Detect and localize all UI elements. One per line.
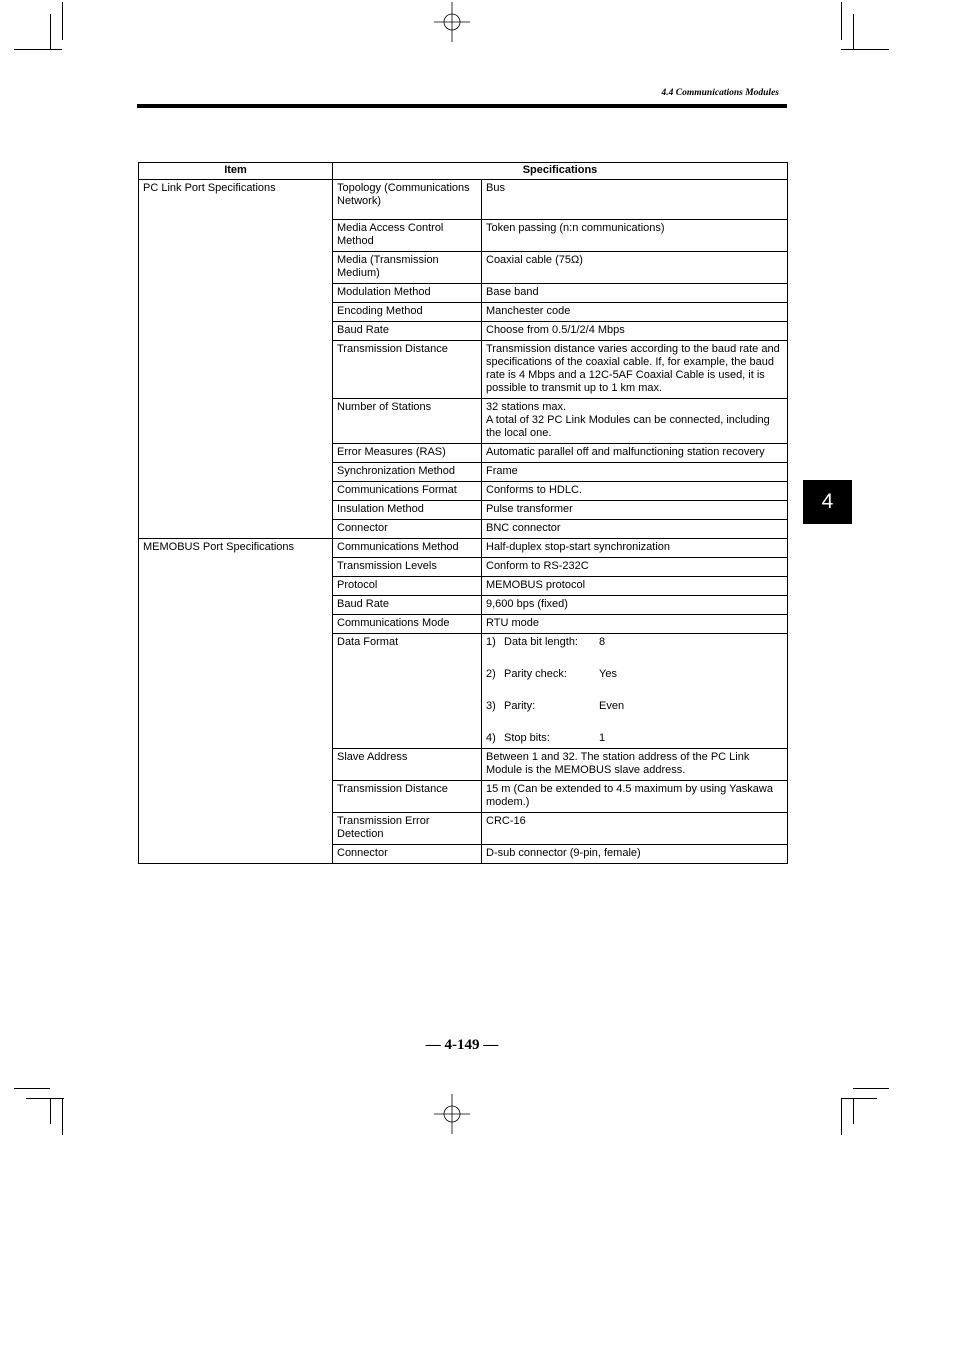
crop-mark — [26, 1098, 64, 1099]
specifications-table — [138, 162, 788, 864]
spec-value — [482, 399, 788, 444]
spec-name: Transmission Distance — [333, 781, 482, 813]
crop-mark — [14, 49, 62, 50]
spec-value: 9,600 bps (fixed) — [482, 596, 788, 615]
data-format-number: 4) — [486, 732, 496, 744]
spec-value: Choose from 0.5/1/2/4 Mbps — [482, 322, 788, 341]
spec-name: Synchronization Method — [333, 463, 482, 482]
spec-name: Number of Stations — [333, 399, 482, 444]
data-format-number: 1) — [486, 636, 496, 648]
spec-name: Communications Format — [333, 482, 482, 501]
running-header: 4.4 Communications Modules — [661, 88, 779, 98]
spec-name: Baud Rate — [333, 596, 482, 615]
group-label-pc-link: PC Link Port Specifications — [139, 180, 333, 539]
table-row — [139, 180, 788, 220]
spec-value: Token passing (n:n communications) — [482, 220, 788, 252]
spec-value: Base band — [482, 284, 788, 303]
header-rule — [137, 104, 787, 108]
data-format-list — [482, 634, 788, 749]
spec-name: Communications Method — [333, 539, 482, 558]
data-format-item — [486, 700, 783, 713]
data-format-value: 8 — [599, 636, 606, 648]
crop-mark — [50, 1098, 51, 1124]
registration-mark-top — [432, 2, 472, 42]
spec-name: Baud Rate — [333, 322, 482, 341]
crop-mark — [853, 1098, 854, 1124]
data-format-value: Yes — [599, 668, 617, 680]
spec-name: Protocol — [333, 577, 482, 596]
group-label-memobus: MEMOBUS Port Specifications — [139, 539, 333, 864]
spec-name: Connector — [333, 520, 482, 539]
crop-mark — [853, 14, 854, 50]
data-format-number: 3) — [486, 700, 496, 712]
spec-name: Modulation Method — [333, 284, 482, 303]
crop-mark — [841, 1098, 842, 1135]
spec-value: BNC connector — [482, 520, 788, 539]
page-number: — 4-149 — — [425, 1037, 499, 1053]
spec-value: Between 1 and 32. The station address of the PC Link Module is the MEMOBUS slave address. — [482, 749, 788, 781]
crop-mark — [841, 1098, 877, 1099]
data-format-label: Parity check: — [504, 668, 567, 680]
spec-name: Media Access Control Method — [333, 220, 482, 252]
crop-mark — [50, 14, 51, 50]
data-format-value: 1 — [599, 732, 606, 744]
crop-mark — [62, 2, 63, 40]
crop-mark — [841, 2, 842, 40]
spec-value: 15 m (Can be extended to 4.5 maximum by using Yaskawa modem.) — [482, 781, 788, 813]
spec-name: Transmission Error Detection — [333, 813, 482, 845]
chapter-tab: 4 — [803, 480, 852, 524]
data-format-number: 2) — [486, 668, 496, 680]
spec-value: Conforms to HDLC. — [482, 482, 788, 501]
spec-name: Topology (Communications Network) — [333, 180, 482, 220]
spec-name: Error Measures (RAS) — [333, 444, 482, 463]
data-format-item — [486, 636, 783, 649]
column-header-specifications: Specifications — [333, 163, 788, 180]
crop-mark — [841, 49, 889, 50]
table-row — [139, 539, 788, 558]
spec-value: Frame — [482, 463, 788, 482]
data-format-value: Even — [599, 700, 625, 712]
table-header-row — [139, 163, 788, 180]
spec-value: Automatic parallel off and malfunctioning station recovery — [482, 444, 788, 463]
spec-value: Transmission distance varies according to the baud rate and specifications of the coaxial cable. If, for example, the baud rate is 4 Mbps and a 12C-5AF Coaxial Cable is used, it is possible to transmit up to 1 km max. — [482, 341, 788, 399]
data-format-label: Stop bits: — [504, 732, 550, 744]
spec-name: Transmission Distance — [333, 341, 482, 399]
spec-name: Data Format — [333, 634, 482, 749]
crop-mark — [14, 1088, 50, 1089]
data-format-item — [486, 732, 783, 745]
spec-value: Pulse transformer — [482, 501, 788, 520]
crop-mark — [62, 1098, 63, 1135]
spec-value: Bus — [482, 180, 788, 220]
spec-name: Slave Address — [333, 749, 482, 781]
data-format-item — [486, 668, 783, 681]
column-header-item: Item — [139, 163, 333, 180]
spec-name: Communications Mode — [333, 615, 482, 634]
spec-value-line: 32 stations max. — [486, 401, 567, 413]
spec-value: Manchester code — [482, 303, 788, 322]
spec-value: RTU mode — [482, 615, 788, 634]
spec-value: D-sub connector (9-pin, female) — [482, 845, 788, 864]
spec-value: MEMOBUS protocol — [482, 577, 788, 596]
spec-value-line: A total of 32 PC Link Modules can be connected, including the local one. — [486, 414, 770, 439]
spec-value: CRC-16 — [482, 813, 788, 845]
spec-name: Insulation Method — [333, 501, 482, 520]
registration-mark-bottom — [432, 1094, 472, 1134]
data-format-label: Parity: — [504, 700, 536, 712]
spec-value: Half-duplex stop-start synchronization — [482, 539, 788, 558]
spec-name: Connector — [333, 845, 482, 864]
crop-mark — [853, 1088, 889, 1089]
spec-value: Conform to RS-232C — [482, 558, 788, 577]
spec-name: Transmission Levels — [333, 558, 482, 577]
data-format-label: Data bit length: — [504, 636, 578, 648]
spec-name: Media (Transmission Medium) — [333, 252, 482, 284]
spec-name: Encoding Method — [333, 303, 482, 322]
spec-value: Coaxial cable (75Ω) — [482, 252, 788, 284]
